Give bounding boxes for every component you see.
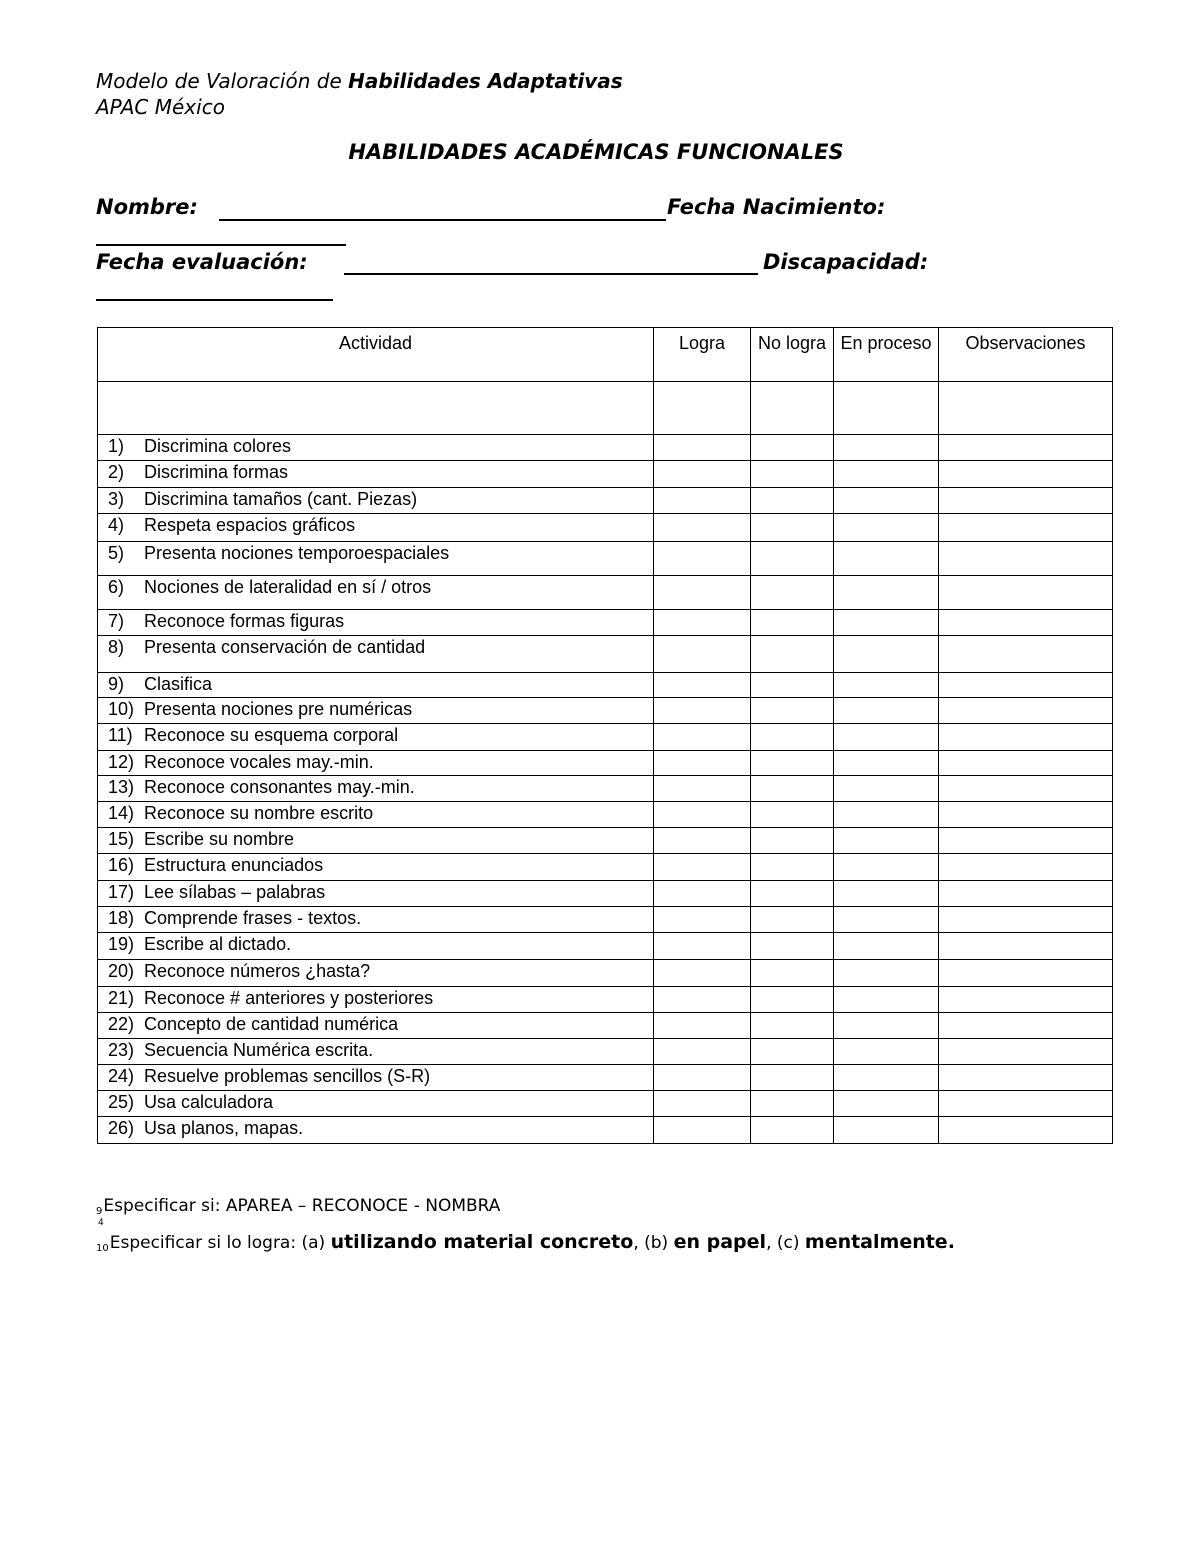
no-logra-cell[interactable] bbox=[751, 514, 834, 542]
activity-cell bbox=[98, 751, 654, 776]
table-row bbox=[98, 1065, 1113, 1091]
table-row bbox=[98, 576, 1113, 610]
table-row bbox=[98, 636, 1113, 673]
activity-number: 14) bbox=[108, 803, 135, 823]
logra-cell[interactable] bbox=[654, 636, 751, 673]
activity-number: 6) bbox=[108, 577, 125, 597]
activity-text: Lee sílabas – palabras bbox=[144, 882, 326, 902]
table-row bbox=[98, 542, 1113, 576]
observaciones-cell[interactable] bbox=[939, 636, 1113, 673]
logra-cell[interactable] bbox=[654, 576, 751, 610]
observaciones-cell[interactable] bbox=[939, 576, 1113, 610]
no-logra-cell[interactable] bbox=[751, 461, 834, 488]
en-proceso-cell[interactable] bbox=[834, 488, 939, 514]
table-row bbox=[98, 960, 1113, 987]
observaciones-cell[interactable] bbox=[939, 1091, 1113, 1117]
table-row bbox=[98, 1039, 1113, 1065]
logra-cell[interactable] bbox=[654, 542, 751, 576]
col-no-logra: No logra bbox=[751, 328, 834, 382]
table-row bbox=[98, 751, 1113, 776]
activity-number: 9) bbox=[108, 674, 125, 694]
activity-number: 18) bbox=[108, 908, 135, 928]
activity-text: Discrimina colores bbox=[144, 436, 292, 456]
activity-number: 26) bbox=[108, 1118, 135, 1138]
col-logra: Logra bbox=[654, 328, 751, 382]
logra-cell[interactable] bbox=[654, 724, 751, 751]
en-proceso-cell[interactable] bbox=[834, 461, 939, 488]
activity-number: 12) bbox=[108, 752, 135, 772]
no-logra-cell[interactable] bbox=[751, 751, 834, 776]
activity-cell bbox=[98, 542, 654, 576]
no-logra-cell[interactable] bbox=[751, 907, 834, 933]
nombre-line[interactable] bbox=[219, 219, 666, 221]
table-row bbox=[98, 514, 1113, 542]
en-proceso-cell[interactable] bbox=[834, 698, 939, 724]
en-proceso-cell[interactable] bbox=[834, 987, 939, 1013]
activity-cell bbox=[98, 881, 654, 907]
no-logra-cell[interactable] bbox=[751, 828, 834, 854]
activity-number: 4) bbox=[108, 515, 125, 535]
no-logra-cell[interactable] bbox=[751, 1013, 834, 1039]
table-row bbox=[98, 987, 1113, 1013]
logra-cell[interactable] bbox=[654, 610, 751, 636]
activity-number: 15) bbox=[108, 829, 135, 849]
en-proceso-cell[interactable] bbox=[834, 576, 939, 610]
en-proceso-cell[interactable] bbox=[834, 542, 939, 576]
col-actividad: Actividad bbox=[98, 328, 654, 382]
activity-cell bbox=[98, 1013, 654, 1039]
logra-cell[interactable] bbox=[654, 1013, 751, 1039]
activity-text: Escribe al dictado. bbox=[144, 934, 292, 954]
observaciones-cell[interactable] bbox=[939, 933, 1113, 960]
logra-cell[interactable] bbox=[654, 881, 751, 907]
logra-cell[interactable] bbox=[654, 698, 751, 724]
table-row bbox=[98, 1091, 1113, 1117]
logra-cell[interactable] bbox=[654, 828, 751, 854]
no-logra-cell[interactable] bbox=[751, 933, 834, 960]
en-proceso-cell[interactable] bbox=[834, 435, 939, 461]
activity-cell bbox=[98, 960, 654, 987]
nombre-label: Nombre: bbox=[96, 195, 198, 219]
logra-cell[interactable] bbox=[654, 776, 751, 802]
observaciones-cell[interactable] bbox=[939, 724, 1113, 751]
fecha-nacimiento-label: Fecha Nacimiento: bbox=[667, 195, 886, 219]
observaciones-cell[interactable] bbox=[939, 987, 1113, 1013]
no-logra-cell[interactable] bbox=[751, 435, 834, 461]
discapacidad-line[interactable] bbox=[96, 299, 333, 301]
no-logra-cell[interactable] bbox=[751, 698, 834, 724]
observaciones-cell[interactable] bbox=[939, 960, 1113, 987]
no-logra-cell[interactable] bbox=[751, 542, 834, 576]
en-proceso-cell[interactable] bbox=[834, 933, 939, 960]
table-row bbox=[98, 1013, 1113, 1039]
activity-cell bbox=[98, 1117, 654, 1144]
en-proceso-cell[interactable] bbox=[834, 1065, 939, 1091]
observaciones-cell[interactable] bbox=[939, 673, 1113, 698]
observaciones-cell[interactable] bbox=[939, 488, 1113, 514]
fecha-evaluacion-label: Fecha evaluación: bbox=[96, 250, 308, 274]
en-proceso-cell[interactable] bbox=[834, 636, 939, 673]
activity-number: 10) bbox=[108, 699, 135, 719]
activity-number: 1) bbox=[108, 436, 125, 456]
activity-cell bbox=[98, 673, 654, 698]
header-line-2: APAC México bbox=[96, 95, 225, 119]
activity-cell bbox=[98, 1091, 654, 1117]
activity-text: Presenta nociones pre numéricas bbox=[144, 699, 413, 719]
activity-cell bbox=[98, 987, 654, 1013]
activity-cell bbox=[98, 1065, 654, 1091]
activity-text: Usa calculadora bbox=[144, 1092, 274, 1112]
activity-text: Clasifica bbox=[144, 674, 213, 694]
activity-cell bbox=[98, 828, 654, 854]
table-row bbox=[98, 698, 1113, 724]
activity-text: Estructura enunciados bbox=[144, 855, 324, 875]
fecha-nacimiento-line[interactable] bbox=[96, 244, 346, 246]
observaciones-cell[interactable] bbox=[939, 881, 1113, 907]
no-logra-cell[interactable] bbox=[751, 1065, 834, 1091]
en-proceso-cell[interactable] bbox=[834, 1039, 939, 1065]
logra-cell[interactable] bbox=[654, 907, 751, 933]
en-proceso-cell[interactable] bbox=[834, 610, 939, 636]
logra-cell[interactable] bbox=[654, 933, 751, 960]
logra-cell[interactable] bbox=[654, 802, 751, 828]
observaciones-cell[interactable] bbox=[939, 1013, 1113, 1039]
page-title: HABILIDADES ACADÉMICAS FUNCIONALES bbox=[348, 140, 844, 164]
activity-cell bbox=[98, 933, 654, 960]
footnote-10: $_{10}$Especificar si lo logra: (a) utilizando material concreto, (b) en papel, (c) mentalmente. bbox=[96, 1231, 955, 1254]
no-logra-cell[interactable] bbox=[751, 724, 834, 751]
activity-cell bbox=[98, 854, 654, 881]
activity-text: Reconoce # anteriores y posteriores bbox=[144, 988, 434, 1008]
no-logra-cell[interactable] bbox=[751, 1117, 834, 1144]
activity-cell bbox=[98, 698, 654, 724]
table-row bbox=[98, 435, 1113, 461]
activity-text: Escribe su nombre bbox=[144, 829, 295, 849]
logra-cell[interactable] bbox=[654, 488, 751, 514]
en-proceso-cell[interactable] bbox=[834, 854, 939, 881]
activity-text: Resuelve problemas sencillos (S-R) bbox=[144, 1066, 431, 1086]
activity-text: Respeta espacios gráficos bbox=[144, 515, 356, 535]
activity-number: 19) bbox=[108, 934, 135, 954]
no-logra-cell[interactable] bbox=[751, 881, 834, 907]
table-header-row bbox=[98, 328, 1113, 382]
activity-text: Usa planos, mapas. bbox=[144, 1118, 304, 1138]
activity-text: Comprende frases - textos. bbox=[144, 908, 362, 928]
no-logra-cell[interactable] bbox=[751, 1039, 834, 1065]
en-proceso-cell[interactable] bbox=[834, 881, 939, 907]
logra-cell[interactable] bbox=[654, 960, 751, 987]
activity-cell bbox=[98, 636, 654, 673]
activity-text: Secuencia Numérica escrita. bbox=[144, 1040, 374, 1060]
en-proceso-cell[interactable] bbox=[834, 724, 939, 751]
logra-cell[interactable] bbox=[654, 673, 751, 698]
logra-cell[interactable] bbox=[654, 1065, 751, 1091]
no-logra-cell[interactable] bbox=[751, 610, 834, 636]
activity-text: Reconoce vocales may.-min. bbox=[144, 752, 374, 772]
activity-text: Discrimina tamaños (cant. Piezas) bbox=[144, 489, 418, 509]
logra-cell[interactable] bbox=[654, 514, 751, 542]
en-proceso-cell[interactable] bbox=[834, 673, 939, 698]
observaciones-cell[interactable] bbox=[939, 698, 1113, 724]
table-row bbox=[98, 724, 1113, 751]
observaciones-cell[interactable] bbox=[939, 828, 1113, 854]
activity-number: 24) bbox=[108, 1066, 135, 1086]
activity-number: 17) bbox=[108, 882, 135, 902]
no-logra-cell[interactable] bbox=[751, 776, 834, 802]
footnote-10-mark: 10 bbox=[96, 1243, 109, 1254]
observaciones-cell[interactable] bbox=[939, 610, 1113, 636]
table-row bbox=[98, 461, 1113, 488]
logra-cell[interactable] bbox=[654, 987, 751, 1013]
activity-cell bbox=[98, 802, 654, 828]
evaluation-table bbox=[97, 327, 1113, 1144]
observaciones-cell[interactable] bbox=[939, 514, 1113, 542]
table-row bbox=[98, 673, 1113, 698]
activity-text: Reconoce su esquema corporal bbox=[144, 725, 399, 745]
table-row bbox=[98, 1117, 1113, 1144]
activity-cell bbox=[98, 610, 654, 636]
activity-text: Concepto de cantidad numérica bbox=[144, 1014, 399, 1034]
activity-cell bbox=[98, 907, 654, 933]
table-row bbox=[98, 854, 1113, 881]
activity-number: 8) bbox=[108, 637, 125, 657]
activity-cell bbox=[98, 435, 654, 461]
activity-number: 7) bbox=[108, 611, 125, 631]
activity-cell bbox=[98, 488, 654, 514]
activity-cell bbox=[98, 776, 654, 802]
activity-cell bbox=[98, 576, 654, 610]
activity-text: Discrimina formas bbox=[144, 462, 289, 482]
activity-cell bbox=[98, 461, 654, 488]
activity-cell bbox=[98, 1039, 654, 1065]
observaciones-cell[interactable] bbox=[939, 776, 1113, 802]
observaciones-cell[interactable] bbox=[939, 1065, 1113, 1091]
no-logra-cell[interactable] bbox=[751, 854, 834, 881]
en-proceso-cell[interactable] bbox=[834, 1013, 939, 1039]
en-proceso-cell[interactable] bbox=[834, 751, 939, 776]
activity-text: Presenta conservación de cantidad bbox=[144, 637, 426, 657]
table-row bbox=[98, 881, 1113, 907]
activity-number: 22) bbox=[108, 1014, 135, 1034]
activity-text: Reconoce su nombre escrito bbox=[144, 803, 374, 823]
header-line-1 bbox=[96, 69, 623, 93]
en-proceso-cell[interactable] bbox=[834, 1091, 939, 1117]
activity-number: 11) bbox=[108, 725, 133, 745]
logra-cell[interactable] bbox=[654, 1091, 751, 1117]
no-logra-cell[interactable] bbox=[751, 576, 834, 610]
stray-mark: 4 bbox=[98, 1218, 104, 1228]
observaciones-cell[interactable] bbox=[939, 802, 1113, 828]
activity-number: 21) bbox=[108, 988, 135, 1008]
table-row bbox=[98, 610, 1113, 636]
activity-text: Presenta nociones temporoespaciales bbox=[144, 543, 450, 563]
footnote-9 bbox=[96, 1196, 500, 1216]
logra-cell[interactable] bbox=[654, 751, 751, 776]
activity-number: 13) bbox=[108, 777, 135, 797]
activity-text: Reconoce formas figuras bbox=[144, 611, 345, 631]
observaciones-cell[interactable] bbox=[939, 461, 1113, 488]
activity-number: 3) bbox=[108, 489, 125, 509]
no-logra-cell[interactable] bbox=[751, 987, 834, 1013]
no-logra-cell[interactable] bbox=[751, 636, 834, 673]
en-proceso-cell[interactable] bbox=[834, 960, 939, 987]
activity-text: Nociones de lateralidad en sí / otros bbox=[144, 577, 432, 597]
no-logra-cell[interactable] bbox=[751, 673, 834, 698]
activity-number: 20) bbox=[108, 961, 135, 981]
en-proceso-cell[interactable] bbox=[834, 514, 939, 542]
activity-number: 5) bbox=[108, 543, 125, 563]
col-en-proceso: En proceso bbox=[834, 328, 939, 382]
activity-number: 2) bbox=[108, 462, 125, 482]
logra-cell[interactable] bbox=[654, 435, 751, 461]
table-row bbox=[98, 776, 1113, 802]
table-row bbox=[98, 907, 1113, 933]
en-proceso-cell[interactable] bbox=[834, 776, 939, 802]
en-proceso-cell[interactable] bbox=[834, 802, 939, 828]
logra-cell[interactable] bbox=[654, 1039, 751, 1065]
activity-cell bbox=[98, 514, 654, 542]
no-logra-cell[interactable] bbox=[751, 960, 834, 987]
activity-text: Reconoce consonantes may.-min. bbox=[144, 777, 415, 797]
no-logra-cell[interactable] bbox=[751, 1091, 834, 1117]
table-row bbox=[98, 828, 1113, 854]
header-bold: Habilidades Adaptativas bbox=[348, 69, 623, 93]
logra-cell[interactable] bbox=[654, 854, 751, 881]
activity-number: 16) bbox=[108, 855, 135, 875]
col-observaciones: Observaciones bbox=[939, 328, 1113, 382]
fecha-evaluacion-line[interactable] bbox=[344, 273, 758, 275]
table-row bbox=[98, 933, 1113, 960]
en-proceso-cell[interactable] bbox=[834, 828, 939, 854]
activity-number: 25) bbox=[108, 1092, 135, 1112]
en-proceso-cell[interactable] bbox=[834, 907, 939, 933]
logra-cell[interactable] bbox=[654, 461, 751, 488]
table-row bbox=[98, 488, 1113, 514]
observaciones-cell[interactable] bbox=[939, 854, 1113, 881]
observaciones-cell[interactable] bbox=[939, 542, 1113, 576]
en-proceso-cell[interactable] bbox=[834, 1117, 939, 1144]
observaciones-cell[interactable] bbox=[939, 435, 1113, 461]
observaciones-cell[interactable] bbox=[939, 751, 1113, 776]
logra-cell[interactable] bbox=[654, 1117, 751, 1144]
header-prefix: Modelo de Valoración de bbox=[96, 69, 349, 93]
activity-number: 23) bbox=[108, 1040, 135, 1060]
discapacidad-label: Discapacidad: bbox=[763, 250, 929, 274]
activity-cell bbox=[98, 724, 654, 751]
table-row bbox=[98, 802, 1113, 828]
no-logra-cell[interactable] bbox=[751, 488, 834, 514]
observaciones-cell[interactable] bbox=[939, 907, 1113, 933]
footnote-9-mark: 9 bbox=[96, 1206, 103, 1217]
observaciones-cell[interactable] bbox=[939, 1117, 1113, 1144]
footnote-9-text: Especificar si: APAREA – RECONOCE - NOMBRA bbox=[103, 1196, 501, 1216]
no-logra-cell[interactable] bbox=[751, 802, 834, 828]
observaciones-cell[interactable] bbox=[939, 1039, 1113, 1065]
activity-text: Reconoce números ¿hasta? bbox=[144, 961, 371, 981]
table-blank-row bbox=[98, 382, 1113, 435]
